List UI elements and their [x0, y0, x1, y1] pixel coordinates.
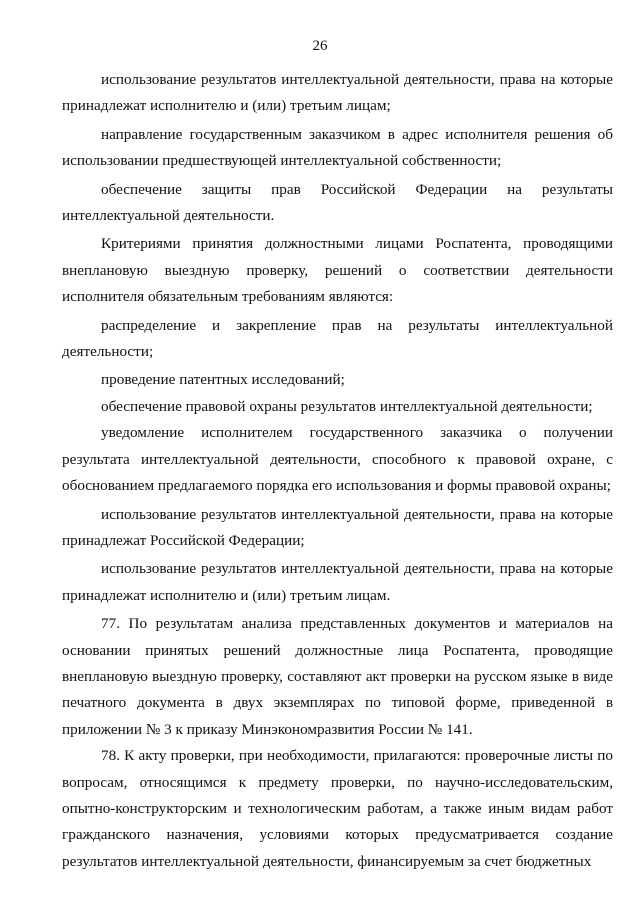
paragraph-5: распределение и закрепление прав на результаты интеллектуальной деятельности; [62, 316, 613, 361]
document-body [62, 67, 613, 875]
paragraph-2: направление государственным заказчиком в адрес исполнителя решения об использовании предшествующей интеллектуальной собственности; [62, 125, 613, 170]
paragraph-3: обеспечение защиты прав Российской Федерации на результаты интеллектуальной деятельности. [62, 180, 613, 225]
paragraph-1: использование результатов интеллектуальной деятельности, права на которые принадлежат исполнителю и (или) третьим лицам; [62, 71, 613, 115]
page-number: 26 [312, 38, 328, 54]
paragraph-11: 77. По результатам анализа представленных документов и материалов на основании принятых решений должностные лица Роспатента, проводящие внеплановую выездную проверку, составляют акт проверки на русском языке в виде печатного документа в двух экземплярах по типовой форме, приведенной в приложении № 3 к приказу Минэкономразвития России № 141. [62, 615, 613, 738]
paragraph-8: уведомление исполнителем государственного заказчика о получении результата интеллектуальной деятельности, способного к правовой охране, с обоснованием предлагаемого порядка его использования и формы правовой охраны; [62, 424, 613, 495]
paragraph-7: обеспечение правовой охраны результатов интеллектуальной деятельности; [101, 397, 593, 415]
paragraph-6: проведение патентных исследований; [101, 371, 345, 389]
paragraph-9: использование результатов интеллектуальной деятельности, права на которые принадлежат Российской Федерации; [62, 505, 613, 549]
paragraph-4: Критериями принятия должностными лицами Роспатента, проводящими внеплановую выездную проверку, решений о соответствии деятельности исполнителя обязательным требованиям являются: [62, 235, 613, 306]
paragraph-10: использование результатов интеллектуальной деятельности, права на которые принадлежат исполнителю и (или) третьим лицам. [62, 560, 613, 604]
paragraph-12: 78. К акту проверки, при необходимости, прилагаются: проверочные листы по вопросам, относящимся к предмету проверки, по научно-исследовательским, опытно-конструкторским и технологическим работам, а также иным видам работ гражданского назначения, условиями которых предусматривается создание результатов интеллектуальной деятельности, финансируемым за счет бюджетных [62, 747, 613, 870]
